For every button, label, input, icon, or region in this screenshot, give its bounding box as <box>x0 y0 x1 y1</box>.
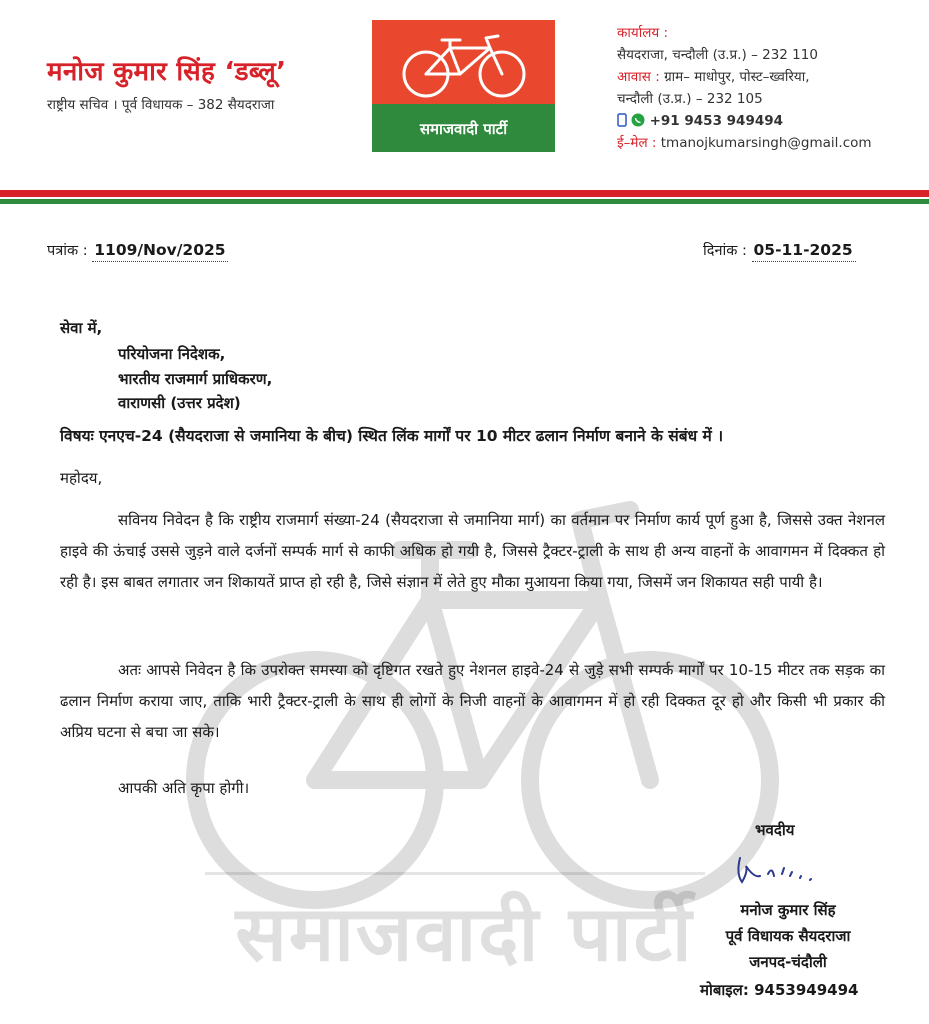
email-label: ई–मेल : <box>617 135 657 151</box>
recipient-salutation: सेवा में, <box>60 319 103 337</box>
recipient-line3: वाराणसी (उत्तर प्रदेश) <box>118 394 241 412</box>
residence-line1: ग्राम– माधोपुर, पोस्ट–ख्वरिया, <box>664 69 810 85</box>
recipient-line1: परियोजना निदेशक, <box>118 345 226 363</box>
whatsapp-icon <box>631 113 645 127</box>
greeting: महोदय, <box>60 469 103 487</box>
regards: भवदीय <box>755 821 795 839</box>
date-label: दिनांक : <box>703 243 747 259</box>
reference-value: 1109/Nov/2025 <box>92 241 227 262</box>
party-logo <box>372 20 555 152</box>
email-address: tmanojkumarsingh@gmail.com <box>660 135 872 151</box>
contact-block <box>617 22 872 154</box>
letterhead-name: मनोज कुमार सिंह ‘डब्लू’ <box>47 57 287 87</box>
closing-line: आपकी अति कृपा होगी। <box>118 779 250 797</box>
paragraph-1: सविनय निवेदन है कि राष्ट्रीय राजमार्ग संख्या-24 (सैयदराजा से जमानिया मार्ग) का वर्तमान पर निर्माण कार्य पूर्ण हुआ है, जिससे उक्त नेशनल हाइवे की ऊंचाई उससे जुड़ने वाले दर्जनों सम्पर्क मार्ग से काफी अधिक हो गयी है, जिससे ट्रैक्टर-ट्राली के साथ ही अन्य वाहनों के आवागमन में दिक्कत हो रही है। इस बाबत लगातार जन शिकायतें प्राप्त हो रही है, जिसे संज्ञान में लेते हुए मौका मुआयना किया गया, जिसमें जन शिकायत सही पायी है। <box>60 511 885 591</box>
mobile-label: मोबाइल: <box>700 981 749 999</box>
logo-party-name: समाजवादी पार्टी <box>419 120 508 138</box>
phone-icon <box>617 113 627 127</box>
office-label: कार्यालय : <box>617 25 669 41</box>
office-address: सैयदराजा, चन्दौली (उ.प्र.) – 232 110 <box>617 47 818 63</box>
reference-label: पत्रांक : <box>47 243 88 259</box>
signatory-name: मनोज कुमार सिंह <box>740 901 836 919</box>
paragraph-2: अतः आपसे निवेदन है कि उपरोक्त समस्या को दृष्टिगत रखते हुए नेशनल हाइवे-24 से जुड़े सभी सम्पर्क मार्गों पर 10-15 मीटर तक सड़क का ढलान निर्माण कराया जाए, ताकि भारी ट्रैक्टर-ट्राली के साथ ही लोगों के निजी वाहनों के आवागमन में हो रही दिक्कत दूर हो और किसी भी प्रकार की अप्रिय घटना से बचा जा सके। <box>60 661 885 741</box>
residence-line2: चन्दौली (उ.प्र.) – 232 105 <box>617 91 763 107</box>
handwritten-signature <box>728 852 828 892</box>
letter-subject: विषयः एनएच-24 (सैयदराजा से जमानिया के बीच) स्थित लिंक मार्गों पर 10 मीटर ढलान निर्माण बनाने के संबंध में । <box>60 427 724 445</box>
watermark-party-name: समाजवादी पार्टी <box>235 889 694 978</box>
watermark-rule <box>205 872 705 875</box>
signatory-title: पूर्व विधायक सैयदराजा <box>725 927 851 945</box>
header-band-red <box>0 190 929 197</box>
residence-label: आवास : <box>617 69 660 85</box>
reference-number <box>47 240 228 262</box>
signatory-district: जनपद-चंदौली <box>749 953 827 971</box>
letterhead-designation: राष्ट्रीय सचिव । पूर्व विधायक – 382 सैयदराजा <box>47 97 275 113</box>
phone-number: +91 9453 949494 <box>649 113 784 129</box>
date-value: 05-11-2025 <box>752 241 856 262</box>
signatory-mobile <box>700 980 858 1000</box>
header-band-green <box>0 199 929 204</box>
letter-date <box>703 240 856 262</box>
mobile-number: 9453949494 <box>754 981 859 999</box>
recipient-line2: भारतीय राजमार्ग प्राधिकरण, <box>118 370 273 388</box>
bicycle-logo-icon <box>398 34 530 100</box>
